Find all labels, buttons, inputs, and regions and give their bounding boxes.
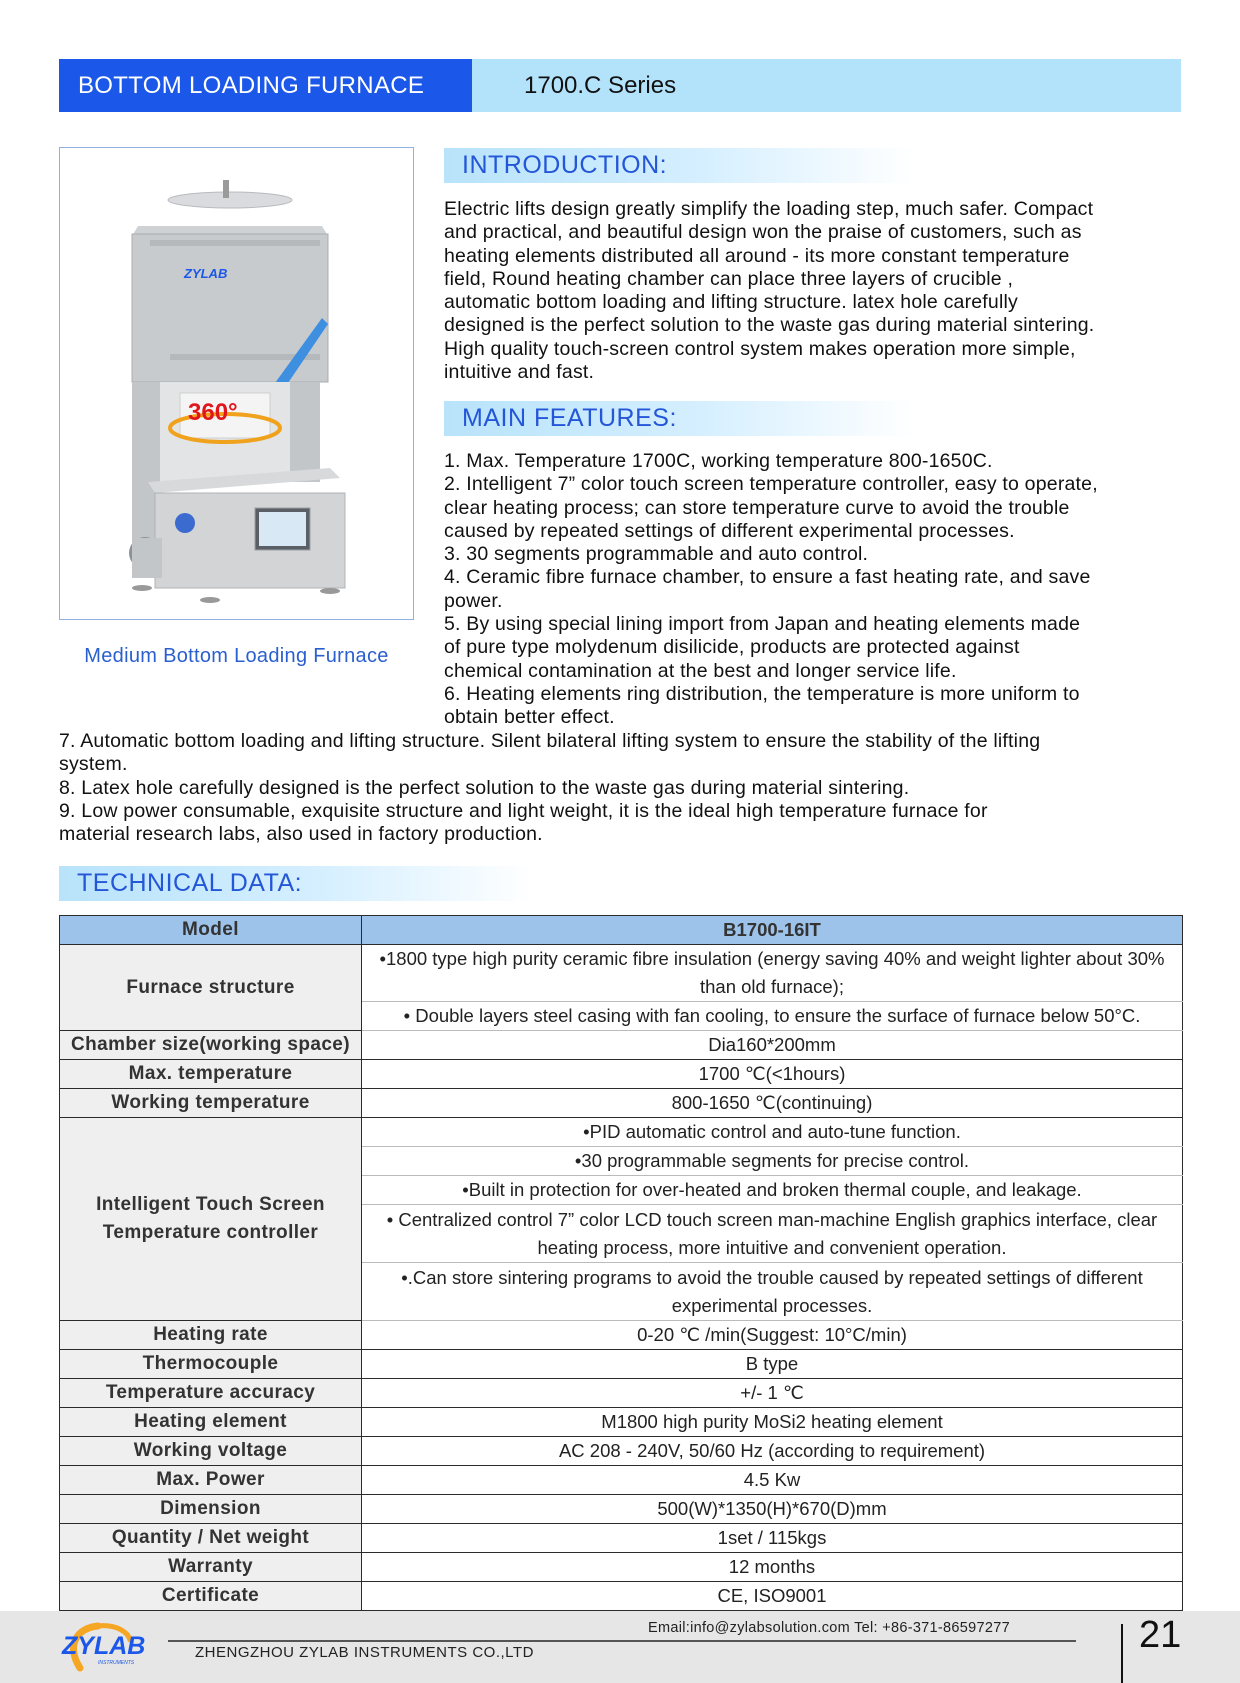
- row-key: Furnace structure: [60, 945, 362, 1031]
- feature-line: 1. Max. Temperature 1700C, working temperature 800-1650C.: [444, 450, 993, 472]
- table-row: [60, 1321, 1183, 1350]
- table-row: [60, 1466, 1183, 1495]
- row-key: Heating element: [60, 1408, 362, 1437]
- introduction-text: [444, 198, 1194, 384]
- intro-line: intuitive and fast.: [444, 361, 595, 384]
- table-row: [60, 1379, 1183, 1408]
- feature-line: 6. Heating elements ring distribution, the temperature is more uniform to: [444, 682, 1080, 705]
- page-number: 21: [1139, 1614, 1182, 1656]
- feature-line: 7. Automatic bottom loading and lifting structure. Silent bilateral lifting system to ensure the stability of the lifting: [59, 730, 1041, 752]
- intro-line: heating elements distributed all around - its more constant temperature: [444, 244, 1070, 267]
- row-value: M1800 high purity MoSi2 heating element: [362, 1408, 1183, 1437]
- contact-info: Email:info@zylabsolution.com Tel: +86-371-86597277: [648, 1620, 1010, 1636]
- row-value: 12 months: [362, 1553, 1183, 1582]
- row-key: Warranty: [60, 1553, 362, 1582]
- table-row: [60, 1060, 1183, 1089]
- header-key: Model: [60, 916, 362, 945]
- feature-line: clear heating process; can store temperature curve to avoid the trouble: [444, 496, 1070, 519]
- footer-divider: [168, 1640, 1076, 1642]
- row-value: • Centralized control 7” color LCD touch screen man-machine English graphics interface, clear heating process, more intuitive and convenient operation.: [362, 1205, 1183, 1263]
- row-value: •.Can store sintering programs to avoid the trouble caused by repeated settings of different experimental processes.: [362, 1263, 1183, 1321]
- row-value: 500(W)*1350(H)*670(D)mm: [362, 1495, 1183, 1524]
- feature-line: 2. Intelligent 7” color touch screen temperature controller, easy to operate,: [444, 473, 1098, 496]
- row-value: CE, ISO9001: [362, 1582, 1183, 1611]
- row-value: •Built in protection for over-heated and broken thermal couple, and leakage.: [362, 1176, 1183, 1205]
- intro-line: field, Round heating chamber can place three layers of crucible ,: [444, 267, 1014, 290]
- row-key: Working voltage: [60, 1437, 362, 1466]
- intro-line: High quality touch-screen control system makes operation more simple,: [444, 337, 1076, 360]
- logo-subtext: INSTRUMENTS: [98, 1660, 135, 1666]
- company-name: ZHENGZHOU ZYLAB INSTRUMENTS CO.,LTD: [195, 1644, 534, 1661]
- features-list-wide: [59, 730, 1189, 846]
- rotation-badge: 360°: [188, 399, 238, 426]
- table-row: [60, 1408, 1183, 1437]
- brand-mark: ZYLAB: [184, 266, 228, 281]
- row-value: 1set / 115kgs: [362, 1524, 1183, 1553]
- intro-line: Electric lifts design greatly simplify the loading step, much safer. Compact: [444, 198, 1094, 220]
- row-key: Temperature accuracy: [60, 1379, 362, 1408]
- feature-line: 8. Latex hole carefully designed is the perfect solution to the waste gas during material sintering.: [59, 776, 910, 799]
- row-value: +/- 1 ℃: [362, 1379, 1183, 1408]
- row-value: 800-1650 ℃(continuing): [362, 1089, 1183, 1118]
- feature-line: 5. By using special lining import from Japan and heating elements made: [444, 613, 1081, 636]
- table-row: [60, 1089, 1183, 1118]
- row-value: B type: [362, 1350, 1183, 1379]
- feature-line: 9. Low power consumable, exquisite structure and light weight, it is the ideal high temperature furnace for: [59, 799, 988, 822]
- table-row: [60, 945, 1183, 1002]
- row-key: Working temperature: [60, 1089, 362, 1118]
- row-value: AC 208 - 240V, 50/60 Hz (according to requirement): [362, 1437, 1183, 1466]
- feature-line: material research labs, also used in factory production.: [59, 823, 543, 846]
- row-value: •PID automatic control and auto-tune function.: [362, 1118, 1183, 1147]
- technical-data-heading: TECHNICAL DATA:: [59, 866, 534, 901]
- page-header-bar: [59, 59, 1181, 112]
- main-features-heading: MAIN FEATURES:: [444, 401, 914, 436]
- row-key: Heating rate: [60, 1321, 362, 1350]
- feature-line: system.: [59, 753, 128, 776]
- feature-line: 4. Ceramic fibre furnace chamber, to ensure a fast heating rate, and save: [444, 566, 1091, 589]
- row-key: Thermocouple: [60, 1350, 362, 1379]
- row-key: Max. Power: [60, 1466, 362, 1495]
- introduction-heading: INTRODUCTION:: [444, 148, 914, 183]
- zylab-logo-icon: [58, 1618, 158, 1678]
- series-title: 1700.C Series: [524, 72, 677, 99]
- page-number-divider: [1121, 1624, 1123, 1683]
- company-logo: [58, 1618, 158, 1678]
- technical-data-table: [59, 915, 1183, 1611]
- intro-line: automatic bottom loading and lifting structure. latex hole carefully: [444, 291, 1018, 314]
- table-row: [60, 1350, 1183, 1379]
- feature-line: of pure type molydenum disilicide, products are protected against: [444, 636, 1020, 659]
- row-key: Chamber size(working space): [60, 1031, 362, 1060]
- table-row: [60, 1582, 1183, 1611]
- table-header-row: [60, 916, 1183, 945]
- logo-text: ZYLAB: [62, 1632, 146, 1660]
- controller-key-line: Temperature controller: [102, 1222, 319, 1243]
- furnace-illustration: [60, 148, 414, 620]
- table-row: [60, 1524, 1183, 1553]
- row-value: 4.5 Kw: [362, 1466, 1183, 1495]
- feature-line: 3. 30 segments programmable and auto control.: [444, 543, 869, 566]
- header-value: B1700-16IT: [362, 916, 1183, 945]
- row-value: • Double layers steel casing with fan cooling, to ensure the surface of furnace below 50°C.: [362, 1002, 1183, 1031]
- intro-line: designed is the perfect solution to the waste gas during material sintering.: [444, 314, 1095, 337]
- table-row: [60, 1118, 1183, 1147]
- row-value: Dia160*200mm: [362, 1031, 1183, 1060]
- row-value: 0-20 ℃ /min(Suggest: 10°C/min): [362, 1321, 1183, 1350]
- feature-line: chemical contamination at the best and longer service life.: [444, 659, 957, 682]
- row-key: Dimension: [60, 1495, 362, 1524]
- product-image: [59, 147, 414, 620]
- features-list-narrow: [444, 450, 1204, 730]
- page-footer: [0, 1611, 1240, 1683]
- image-caption: Medium Bottom Loading Furnace: [84, 645, 389, 667]
- row-key: [60, 1118, 362, 1321]
- row-key: Quantity / Net weight: [60, 1524, 362, 1553]
- category-title: BOTTOM LOADING FURNACE: [59, 59, 472, 112]
- table-row: [60, 1495, 1183, 1524]
- table-row: [60, 1553, 1183, 1582]
- row-value: •1800 type high purity ceramic fibre insulation (energy saving 40% and weight lighter about 30% than old furnace);: [362, 945, 1183, 1002]
- row-key: Max. temperature: [60, 1060, 362, 1089]
- feature-line: obtain better effect.: [444, 706, 615, 729]
- row-key: Certificate: [60, 1582, 362, 1611]
- row-value: 1700 ℃(<1hours): [362, 1060, 1183, 1089]
- table-row: [60, 1031, 1183, 1060]
- row-value: •30 programmable segments for precise control.: [362, 1147, 1183, 1176]
- intro-line: and practical, and beautiful design won the praise of customers, such as: [444, 221, 1082, 244]
- table-row: [60, 1437, 1183, 1466]
- feature-line: caused by repeated settings of different experimental processes.: [444, 519, 1015, 542]
- controller-key-line: Intelligent Touch Screen: [96, 1194, 325, 1215]
- feature-line: power.: [444, 589, 503, 612]
